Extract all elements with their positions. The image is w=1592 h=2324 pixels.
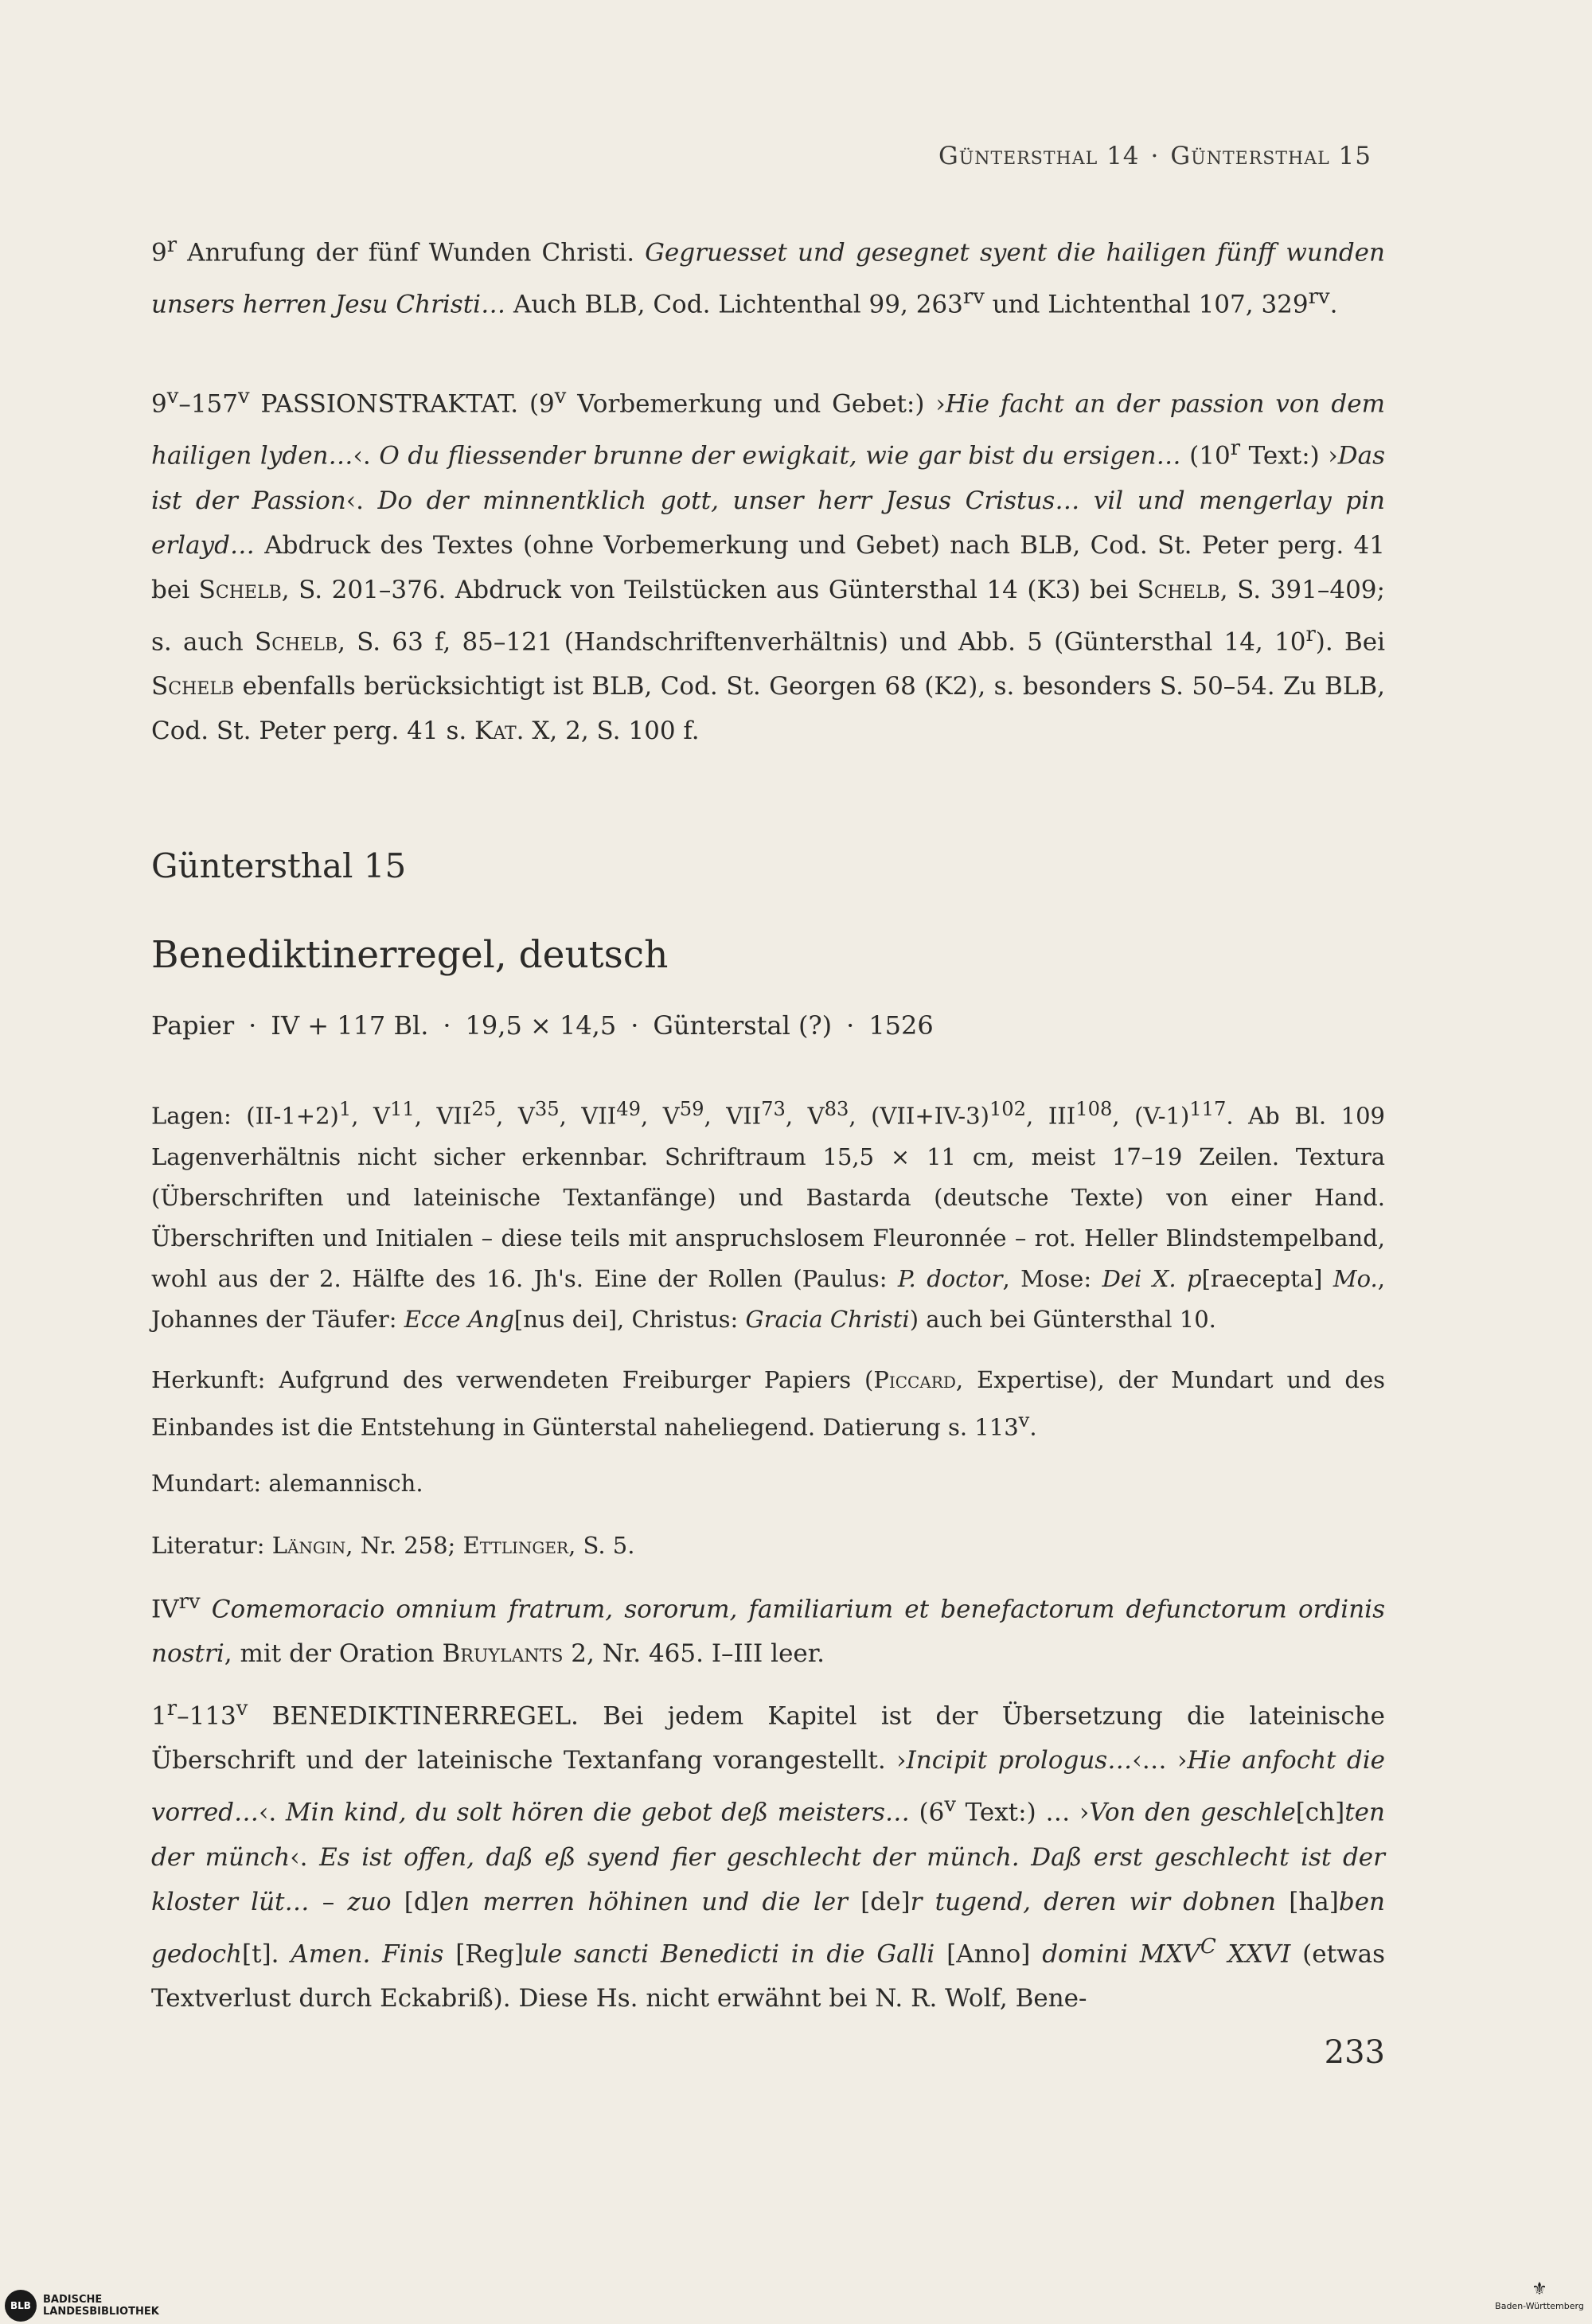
entry-sup: 11 [389,1098,415,1120]
entry-text: , VII [704,1102,762,1130]
entry-text: [nus dei], Christus: [513,1305,746,1333]
entry-incipit: Min kind, du solt hören die gebot deß meisters… [285,1798,910,1827]
entry-text: ‹. [290,1842,320,1872]
entry-text: (10 [1180,441,1231,471]
entry-incipit: Do der minnentklich gott, unser herr Jesus Cristus… vil und mengerlay pin erlayd… [151,486,1385,560]
running-head-left: Güntersthal 14 [938,142,1140,170]
entry-text: ebenfalls berücksichtigt ist BLB, Cod. St. Georgen 68 (K2), s. besonders S. 50–54. Zu BLB, Cod. St. Peter perg. 41 s. [151,671,1385,745]
entry-text: , S. 201–376. Abdruck von Teilstücken aus Güntersthal 14 (K3) bei [281,575,1137,604]
entry-incipit: ben gedoch [151,1887,1386,1968]
entry-text: , S. 391–409; s. auch [151,575,1385,656]
entry-text: BENEDIKTINERREGEL. Bei jedem Kapitel ist der Übersetzung die lateinische Überschrift und der lateinische Textanfang vorangestellt. › [151,1701,1385,1775]
entry-text: [de] [847,1887,911,1916]
entry-text: Herkunft: Aufgrund des verwendeten Freiburger Papiers ( [151,1366,874,1393]
author-name: Schelb [151,671,235,701]
entry-text: , (V-1) [1112,1102,1190,1130]
entry-incipit: Gegruesset und gesegnet syent die hailigen fünff wunden unsers herren Jesu Christi… [151,238,1385,319]
author-name: Kat. [474,716,525,745]
entry-incipit: ule sancti Benedicti in die Galli [523,1939,935,1968]
author-name: Schelb [254,627,338,656]
entry-text: ‹. [353,441,380,471]
entry-text: PASSIONSTRAKTAT. (9 [249,389,555,419]
running-head-separator: · [1150,142,1160,170]
blb-logo-icon: BLB [5,2290,37,2322]
entry-incipit: r tugend, deren wir dobnen [910,1887,1276,1916]
entry-text: Auch BLB, Cod. Lichtenthal 99, 263 [505,290,963,319]
entry-text: , mit der Oration [224,1639,443,1669]
state-name: Baden-Württemberg [1495,2301,1584,2311]
entry-incipit: ten der münch [151,1798,1385,1872]
entry-text: IV [151,1595,179,1624]
meta-place: Günterstal (?) [653,1010,833,1041]
manuscript-meta [151,1003,1385,1048]
author-name: Schelb [198,575,282,604]
entry-text: , Nr. 258; [345,1532,463,1559]
entry-text: – [309,1887,348,1916]
library-name-line2: LANDESBIBLIOTHEK [43,2305,159,2318]
entry-sup: v [236,1697,248,1721]
state-crest-icon: ⚜ [1532,2279,1547,2299]
entry-incipit: domini MXV [1042,1939,1200,1968]
entry-anrufung [151,223,1385,327]
entry-text: , S. 63 f, 85–121 (Handschriftenverhältnis) und Abb. 5 (Güntersthal 14, 10 [338,627,1306,656]
state-footer [1490,2279,1589,2322]
meta-dot: · [630,1010,639,1041]
entry-text: , S. 5. [568,1532,635,1559]
entry-text: Abdruck des Textes (ohne Vorbemerkung und Gebet) nach BLB, Cod. St. Peter perg. 41 bei [151,530,1385,604]
entry-passion-text [151,374,1385,753]
entry-text: , Johannes der Täufer: [151,1264,1385,1333]
entry-sup: 59 [679,1098,704,1120]
entry-incipit: Hie anfocht die vorred… [151,1746,1385,1827]
entry-text: , (VII+IV-3) [849,1102,989,1130]
meta-size: 19,5 × 14,5 [465,1010,617,1041]
meta-leaves: IV + 117 Bl. [271,1010,429,1041]
entry-text: Lagen: (II-1+2) [151,1102,339,1130]
entry-incipit: Hie facht an der passion von dem hailigen lyden… [151,389,1385,471]
meta-year: 1526 [868,1010,934,1041]
mundart-text: Mundart: alemannisch. [151,1470,423,1497]
entry-text: [t]. [242,1939,291,1968]
entry-text: . [1329,290,1338,319]
entry-sup: v [238,385,250,408]
entry-text: 9 [151,389,167,419]
entry-text: ‹. [259,1798,286,1827]
entry-sup: r [166,233,178,257]
entry-anrufung-text [151,223,1385,327]
entry-incipit: Mo. [1333,1264,1378,1292]
entry-incipit: Das ist der Passion [151,441,1385,515]
entry-sup: 83 [824,1098,849,1120]
entry-text: Text:) › [1240,441,1338,471]
entry-text: –157 [178,389,238,419]
author-name: Piccard [873,1366,956,1393]
title-block [151,932,1385,979]
entry-sup: 35 [534,1098,560,1120]
entry-text: , VII [559,1102,617,1130]
entry-incipit: P. doctor [897,1264,1003,1292]
entry-text: Vorbemerkung und Gebet:) › [566,389,946,419]
entry-text: ‹… › [1132,1746,1188,1775]
entry-text: ‹. [345,486,378,515]
entry-text: [raecepta] [1201,1264,1333,1292]
entry-text: , V [641,1102,680,1130]
herkunft-block [151,1360,1385,1448]
entry-sup: v [554,385,567,408]
entry-sup: 117 [1189,1098,1227,1120]
entry-text: Literatur: [151,1532,272,1559]
entry-sup: v [166,385,179,408]
entry-text: , III [1026,1102,1076,1130]
running-head-right: Güntersthal 15 [1170,142,1372,170]
entry-text: 1 [151,1701,167,1731]
herkunft-text [151,1360,1385,1448]
library-name-line1: BADISCHE [43,2293,103,2306]
entry-text: (etwas Textverlust durch Eckabriß). Diese Hs. nicht erwähnt bei N. R. Wolf, Bene- [151,1939,1385,2013]
author-name: Schelb [1137,575,1220,604]
entry-text: ) auch bei Güntersthal 10. [909,1305,1216,1333]
manuscript-title: Benediktinerregel, deutsch [151,933,669,977]
entry-sup: 108 [1075,1098,1113,1120]
author-name: Bruylants [442,1639,564,1669]
entry-incipit: Von den geschle [1089,1798,1296,1827]
literatur-text [151,1525,1385,1566]
entry-sup: C [1200,1934,1216,1959]
literatur-block [151,1525,1385,1566]
meta-dot: · [248,1010,257,1041]
entry-sup: 1 [338,1098,352,1120]
entry-text: , Expertise), der Mundart und des Einbandes ist die Entstehung in Günterstal naheliegend. Datierung s. 113 [151,1366,1385,1441]
entry-text: und Lichtenthal 107, 329 [984,290,1309,319]
lagen-text [151,1089,1385,1340]
entry-passion [151,374,1385,753]
entry-text: [Anno] [935,1939,1043,1968]
entry-sup: r [1230,436,1241,461]
entry-incipit: zuo [347,1887,392,1916]
entry-text: [Reg] [443,1939,524,1968]
entry-text: , V [496,1102,535,1130]
running-head [938,142,1372,170]
entry-sup: 25 [471,1098,497,1120]
entry-text: 9 [151,238,167,268]
entry-text: , V [785,1102,825,1130]
shelfmark-heading: Güntersthal 15 [151,846,407,885]
entry-incipit: Amen. Finis [291,1939,444,1968]
entry-sup: 102 [989,1098,1027,1120]
entry-incipit: Es ist offen, daß eß syend fier geschlecht der münch. Daß erst geschlecht ist der kloster lüt… [151,1842,1385,1916]
mundart-block [151,1463,1385,1504]
entry-text: [d] [391,1887,439,1916]
entry-sup: 73 [761,1098,786,1120]
author-name: Längin [271,1532,346,1559]
entry-incipit: Comemoracio omnium fratrum, sororum, familiarium et benefactorum defunctorum ordinis nostri [151,1595,1385,1669]
entry-incipit: O du fliessender brunne der ewigkait, wie gar bist du ersigen… [379,441,1181,471]
heading-block [151,844,1385,889]
entry-sup: rv [962,285,985,310]
author-name: Ettlinger [462,1532,569,1559]
entry-sup: r [1305,622,1316,646]
library-name [43,2294,159,2318]
entry-incipit: XXVI [1215,1939,1291,1968]
meta-dot: · [443,1010,451,1041]
entry-comm [151,1580,1385,1676]
entry-text: (6 [909,1798,945,1827]
entry-text: , V [351,1102,390,1130]
entry-incipit: Dei X. p [1102,1264,1202,1292]
entry-text: 2, Nr. 465. I–III leer. [563,1639,825,1669]
entry-text: X, 2, S. 100 f. [524,716,700,745]
entry-regel-text [151,1686,1385,2021]
entry-text: Text:) … › [955,1798,1090,1827]
entry-text: . Ab Bl. 109 Lagenverhältnis nicht sicher erkennbar. Schriftraum 15,5 × 11 cm, meist 17–19 Zeilen. Textura (Überschriften und lateinische Textanfänge) und Bastarda (deutsche Texte) von einer Hand. Überschriften und Initialen – diese teils mit anspruchslosem Fleuronnée – rot. Heller Blindstempelband, wohl aus der 2. Hälfte des 16. Jh's. Eine der Rollen (Paulus: [151,1102,1385,1292]
entry-sup: rv [178,1590,201,1614]
entry-sup: 49 [616,1098,641,1120]
entry-text: –113 [177,1701,236,1731]
entry-text: [ha] [1275,1887,1339,1916]
entry-sup: r [166,1697,178,1721]
entry-sup: v [1018,1409,1030,1432]
entry-incipit: Gracia Christi [745,1305,910,1333]
entry-text: . [1029,1413,1037,1441]
library-footer [0,2287,207,2324]
entry-incipit: Incipit prologus… [906,1746,1133,1775]
entry-sup: v [944,1793,956,1818]
meta-dot: · [846,1010,855,1041]
meta-material: Papier [151,1010,235,1041]
entry-incipit: Ecce Ang [404,1305,514,1333]
entry-regel [151,1686,1385,2021]
page-number: 233 [1324,2034,1385,2071]
entry-text: , Mose: [1002,1264,1102,1292]
entry-text: ). Bei [1315,627,1386,656]
entry-text: , VII [414,1102,472,1130]
entry-text [201,1595,212,1623]
entry-incipit: en merren höhinen und die ler [439,1887,848,1916]
entry-comm-text [151,1580,1385,1676]
entry-text: Anrufung der fünf Wunden Christi. [177,238,646,268]
lagen-block [151,1089,1385,1340]
entry-text: [ch] [1295,1798,1345,1827]
entry-sup: rv [1308,285,1330,310]
